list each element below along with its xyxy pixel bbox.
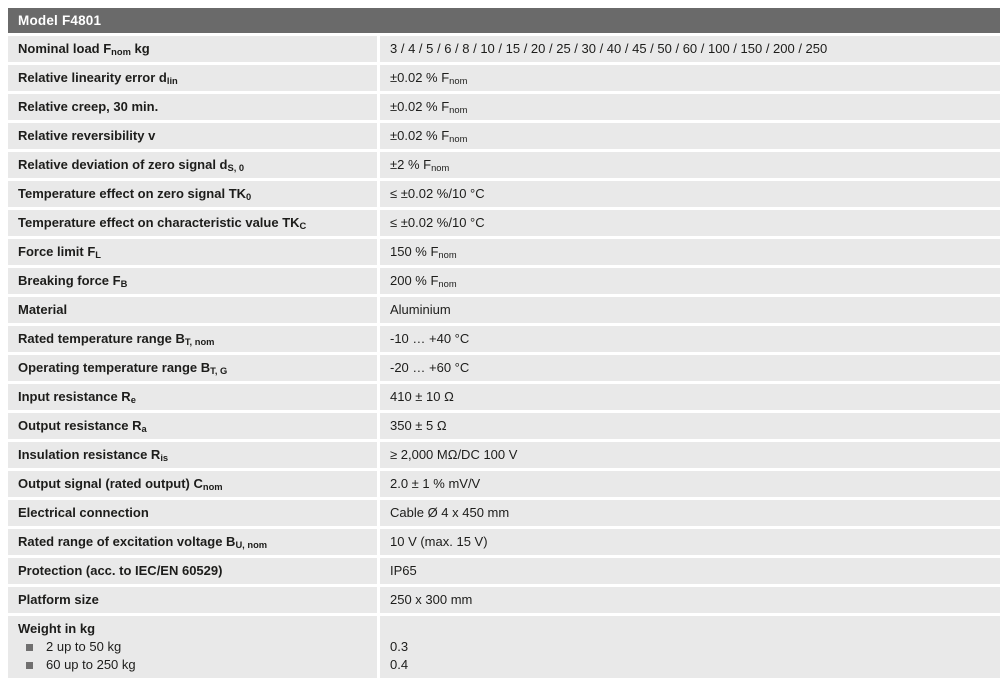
text-segment: Rated range of excitation voltage B: [18, 534, 236, 549]
spec-value-cell: [380, 529, 1000, 555]
spec-value-cell: [380, 152, 1000, 178]
text-segment: ≥ 2,000 MΩ/DC 100 V: [390, 447, 518, 462]
subscript: S, 0: [227, 163, 245, 174]
spec-label-cell: [8, 181, 377, 207]
subscript: T, G: [210, 366, 228, 377]
spec-label-cell: [8, 500, 377, 526]
subscript: nom: [431, 163, 450, 174]
spec-row: [8, 94, 1000, 120]
text-segment: 410 ± 10 Ω: [390, 389, 454, 404]
spec-row: [8, 123, 1000, 149]
text-segment: 200 % F: [390, 273, 439, 288]
spec-row: [8, 36, 1000, 62]
subscript: nom: [449, 76, 468, 87]
spec-value-cell: [380, 442, 1000, 468]
subscript: nom: [111, 47, 131, 58]
spec-label-cell: [8, 471, 377, 497]
text-segment: Relative deviation of zero signal d: [18, 157, 228, 172]
spec-rows: [8, 36, 1000, 678]
text-segment: Temperature effect on characteristic value TK: [18, 215, 300, 230]
spec-row: [8, 616, 1000, 678]
spec-label-cell: [8, 65, 377, 91]
subscript: nom: [449, 105, 468, 116]
text-segment: 250 x 300 mm: [390, 592, 473, 607]
text-segment: ±0.02 % F: [390, 99, 450, 114]
spec-row: [8, 326, 1000, 352]
text-segment: Electrical connection: [18, 505, 149, 520]
spec-label-cell: [8, 442, 377, 468]
spec-label-cell: [8, 210, 377, 236]
spec-value-cell: [380, 36, 1000, 62]
spec-value-cell: [380, 181, 1000, 207]
weight-item: [18, 656, 371, 674]
text-segment: -10 … +40 °C: [390, 331, 470, 346]
subscript: 0: [246, 192, 252, 203]
text-segment: 10 V (max. 15 V): [390, 534, 488, 549]
text-segment: IP65: [390, 563, 417, 578]
subscript: L: [95, 250, 102, 261]
weight-value-spacer: [390, 620, 994, 638]
text-segment: Platform size: [18, 592, 99, 607]
spec-label-cell: [8, 587, 377, 613]
text-segment: Material: [18, 302, 68, 317]
text-segment: ±2 % F: [390, 157, 432, 172]
spec-label-cell: [8, 239, 377, 265]
text-segment: Rated temperature range B: [18, 331, 185, 346]
spec-row: [8, 529, 1000, 555]
text-segment: ±0.02 % F: [390, 128, 450, 143]
table-title: Model F4801: [18, 13, 102, 28]
subscript: e: [130, 395, 136, 406]
bullet-square-icon: [26, 662, 33, 669]
spec-row: [8, 152, 1000, 178]
spec-label-cell: [8, 616, 377, 678]
subscript: is: [160, 453, 169, 464]
text-segment: 350 ± 5 Ω: [390, 418, 447, 433]
spec-label-cell: [8, 152, 377, 178]
spec-label-cell: [8, 123, 377, 149]
text-segment: Relative creep, 30 min.: [18, 99, 159, 114]
subscript: B: [120, 279, 128, 290]
bullet-square-icon: [26, 644, 33, 651]
spec-value-cell: [380, 297, 1000, 323]
text-segment: Weight in kg: [18, 621, 96, 636]
spec-row: [8, 587, 1000, 613]
text-segment: ≤ ±0.02 %/10 °C: [390, 186, 485, 201]
spec-value-cell: [380, 65, 1000, 91]
text-segment: Input resistance R: [18, 389, 131, 404]
text-segment: Relative reversibility v: [18, 128, 156, 143]
spec-value-cell: [380, 268, 1000, 294]
subscript: a: [141, 424, 147, 435]
spec-value-cell: [380, 471, 1000, 497]
table-header-bar: [8, 8, 1000, 33]
subscript: nom: [438, 279, 457, 290]
weight-item-value: 0.4: [390, 657, 409, 672]
spec-value-cell: [380, 326, 1000, 352]
spec-value-cell: [380, 558, 1000, 584]
text-segment: ±0.02 % F: [390, 70, 450, 85]
spec-label-cell: [8, 529, 377, 555]
spec-row: [8, 210, 1000, 236]
spec-value-cell: [380, 413, 1000, 439]
weight-item: [18, 638, 371, 656]
text-segment: Relative linearity error d: [18, 70, 167, 85]
spec-row: [8, 471, 1000, 497]
subscript: U, nom: [235, 540, 268, 551]
spec-value-cell: [380, 355, 1000, 381]
text-segment: 2.0 ± 1 % mV/V: [390, 476, 481, 491]
spec-label-cell: [8, 94, 377, 120]
spec-value-cell: [380, 123, 1000, 149]
spec-label-cell: [8, 413, 377, 439]
text-segment: kg: [130, 41, 150, 56]
text-segment: Operating temperature range B: [18, 360, 211, 375]
subscript: nom: [202, 482, 223, 493]
subscript: nom: [438, 250, 457, 261]
subscript: C: [299, 221, 307, 232]
text-segment: Aluminium: [390, 302, 451, 317]
subscript: T, nom: [184, 337, 215, 348]
spec-row: [8, 268, 1000, 294]
spec-row: [8, 297, 1000, 323]
spec-row: [8, 181, 1000, 207]
spec-row: [8, 500, 1000, 526]
spec-label-cell: [8, 355, 377, 381]
spec-value-cell: [380, 587, 1000, 613]
text-segment: Insulation resistance R: [18, 447, 161, 462]
weight-item-label: 60 up to 250 kg: [46, 657, 136, 672]
text-segment: -20 … +60 °C: [390, 360, 470, 375]
spec-label-cell: [8, 326, 377, 352]
spec-label-cell: [8, 36, 377, 62]
spec-label-cell: [8, 297, 377, 323]
text-segment: Cable Ø 4 x 450 mm: [390, 505, 510, 520]
spec-row: [8, 442, 1000, 468]
spec-label-cell: [8, 384, 377, 410]
spec-value-cell: [380, 616, 1000, 678]
text-segment: Output resistance R: [18, 418, 142, 433]
spec-label-cell: [8, 558, 377, 584]
text-segment: 3 / 4 / 5 / 6 / 8 / 10 / 15 / 20 / 25 / 30 / 40 / 45 / 50 / 60 / 100 / 150 / 200 / 250: [390, 41, 828, 56]
spec-row: [8, 384, 1000, 410]
weight-item-label: 2 up to 50 kg: [46, 639, 122, 654]
spec-value-cell: [380, 94, 1000, 120]
text-segment: Force limit F: [18, 244, 96, 259]
spec-value-cell: [380, 384, 1000, 410]
spec-row: [8, 558, 1000, 584]
subscript: nom: [449, 134, 468, 145]
weight-item-value: 0.3: [390, 639, 409, 654]
spec-row: [8, 413, 1000, 439]
spec-value-cell: [380, 500, 1000, 526]
text-segment: Breaking force F: [18, 273, 121, 288]
text-segment: Nominal load F: [18, 41, 112, 56]
weight-group-heading: [18, 620, 371, 638]
spec-value-cell: [380, 239, 1000, 265]
text-segment: Output signal (rated output) C: [18, 476, 203, 491]
text-segment: ≤ ±0.02 %/10 °C: [390, 215, 485, 230]
spec-row: [8, 65, 1000, 91]
subscript: lin: [166, 76, 178, 87]
spec-row: [8, 239, 1000, 265]
text-segment: Protection (acc. to IEC/EN 60529): [18, 563, 223, 578]
spec-row: [8, 355, 1000, 381]
spec-label-cell: [8, 268, 377, 294]
text-segment: Temperature effect on zero signal TK: [18, 186, 247, 201]
spec-value-cell: [380, 210, 1000, 236]
text-segment: 150 % F: [390, 244, 439, 259]
